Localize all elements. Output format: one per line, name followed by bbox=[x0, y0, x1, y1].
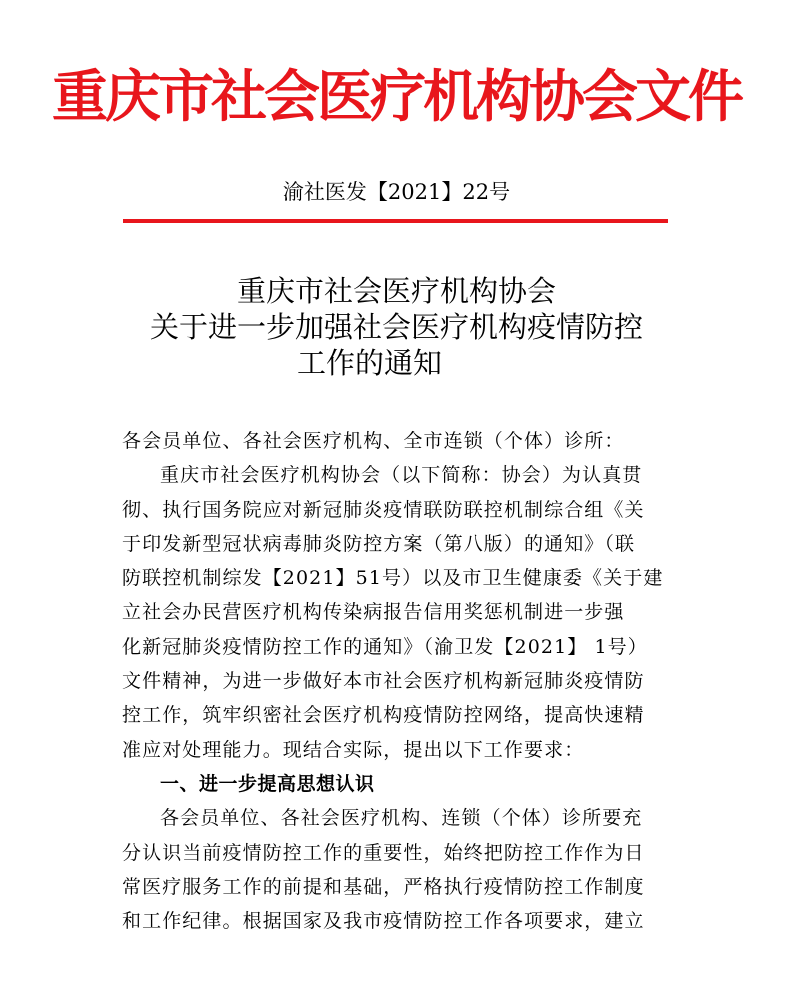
intro-line-8: 控工作，筑牢织密社会医疗机构疫情防控网络，提高快速精 bbox=[122, 704, 645, 727]
section-1-paragraph bbox=[122, 801, 675, 938]
intro-paragraph bbox=[122, 458, 675, 767]
intro-line-5: 立社会办民营医疗机构传染病报告信用奖惩机制进一步强 bbox=[122, 601, 625, 624]
intro-line-6: 化新冠肺炎疫情防控工作的通知》（渝卫发【2021】 1号） bbox=[122, 635, 648, 658]
salutation-text: 各会员单位、各社会医疗机构、全市连锁（个体）诊所： bbox=[122, 430, 625, 452]
section-1-heading: 一、进一步提高思想认识 bbox=[160, 772, 375, 795]
org-header-title: 重庆市社会医疗机构协会文件 bbox=[52, 65, 741, 130]
notice-title bbox=[130, 273, 663, 381]
intro-line-9: 准应对处理能力。现结合实际，提出以下工作要求： bbox=[122, 738, 585, 761]
intro-line-1: 重庆市社会医疗机构协会（以下简称：协会）为认真贯 bbox=[160, 464, 643, 487]
section-1-line-2: 分认识当前疫情防控工作的重要性，始终把防控工作作为日 bbox=[122, 841, 645, 864]
intro-line-4: 防联控机制综发【2021】51号）以及市卫生健康委《关于建 bbox=[122, 567, 664, 590]
document-number: 渝社医发【2021】22号 bbox=[282, 180, 511, 204]
notice-title-line-3: 工作的通知 bbox=[297, 346, 443, 380]
red-divider-line bbox=[123, 219, 668, 223]
notice-body bbox=[122, 424, 675, 938]
section-1-line-4: 和工作纪律。根据国家及我市疫情防控工作各项要求，建立 bbox=[122, 910, 645, 933]
intro-line-2: 彻、执行国务院应对新冠肺炎疫情联防联控机制综合组《关 bbox=[122, 498, 645, 521]
salutation bbox=[122, 424, 675, 458]
intro-line-3: 于印发新型冠状病毒肺炎防控方案（第八版）的通知》（联 bbox=[122, 532, 636, 555]
section-1-line-3: 常医疗服务工作的前提和基础，严格执行疫情防控工作制度 bbox=[122, 875, 645, 898]
notice-title-line-2: 关于进一步加强社会医疗机构疫情防控 bbox=[149, 310, 643, 344]
intro-line-7: 文件精神，为进一步做好本市社会医疗机构新冠肺炎疫情防 bbox=[122, 670, 645, 693]
section-1-line-1: 各会员单位、各社会医疗机构、连锁（个体）诊所要充 bbox=[160, 807, 643, 830]
notice-title-line-1: 重庆市社会医疗机构协会 bbox=[236, 274, 556, 308]
